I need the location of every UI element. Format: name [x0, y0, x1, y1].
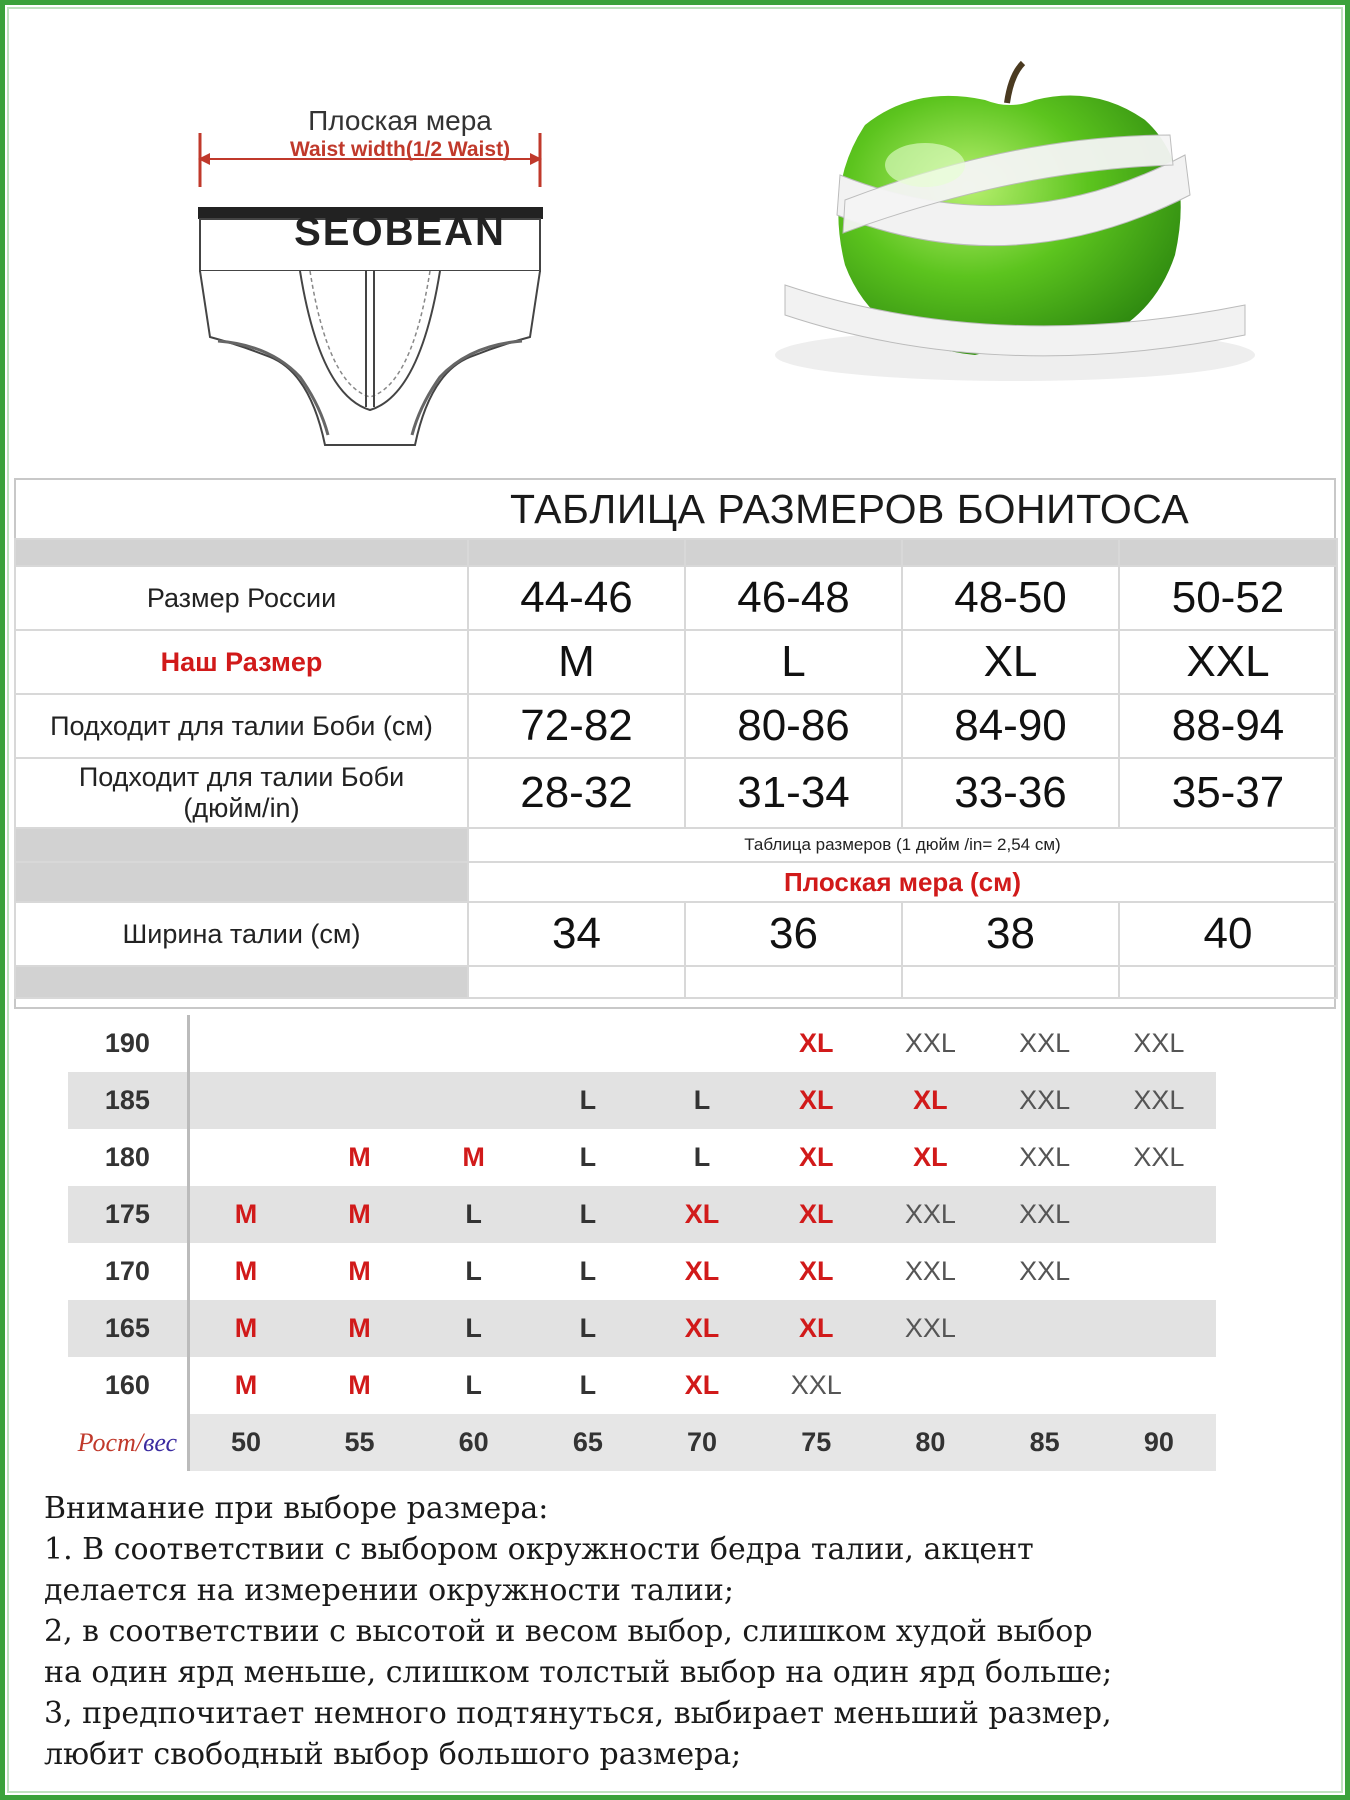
- waist-width-cell: 38: [902, 902, 1119, 966]
- size-cell: [188, 1015, 302, 1072]
- waist-width-cell: 34: [468, 902, 685, 966]
- weight-tick: 50: [188, 1414, 302, 1471]
- size-cell: XXL: [790, 1370, 842, 1400]
- russia-size-cell: 48-50: [902, 566, 1119, 630]
- height-weight-rows: [68, 1015, 1216, 1414]
- size-cell: [988, 1300, 1102, 1357]
- russia-size-cell: 50-52: [1119, 566, 1337, 630]
- height-label: 190: [68, 1015, 188, 1072]
- size-cell: M: [348, 1142, 371, 1172]
- size-cell: [417, 1015, 531, 1072]
- weight-tick: 55: [302, 1414, 416, 1471]
- weight-tick: 90: [1102, 1414, 1216, 1471]
- waist-in-label-line1: Подходит для талии Боби: [78, 762, 405, 792]
- height-row: [68, 1243, 1216, 1300]
- size-cell: XL: [798, 1028, 834, 1058]
- table-row: [15, 694, 1337, 758]
- table-row: [15, 902, 1337, 966]
- size-cell: XXL: [873, 1186, 987, 1243]
- height-weight-chart: [68, 1015, 1216, 1471]
- waist-cm-cell: 72-82: [468, 694, 685, 758]
- briefs-drawing: [160, 95, 640, 475]
- waist-in-cell: 28-32: [468, 758, 685, 828]
- size-cell: XXL: [1133, 1142, 1185, 1172]
- size-cell: [1102, 1357, 1216, 1414]
- height-label: 180: [68, 1129, 188, 1186]
- size-cell: XXL: [1102, 1072, 1216, 1129]
- size-cell: L: [531, 1300, 645, 1357]
- size-cell: XL: [759, 1186, 873, 1243]
- briefs-diagram: [160, 95, 640, 475]
- table-row: [15, 566, 1337, 630]
- height-row: [68, 1186, 1216, 1243]
- height-row: [68, 1357, 1216, 1414]
- waist-in-label: [15, 758, 468, 828]
- size-cell: [1102, 1300, 1216, 1357]
- size-cell: M: [302, 1186, 416, 1243]
- size-table: [14, 538, 1338, 999]
- height-row: [68, 1129, 1216, 1186]
- size-cell: L: [579, 1142, 597, 1172]
- size-cell: XXL: [904, 1256, 956, 1286]
- weight-tick: 70: [645, 1414, 759, 1471]
- size-cell: [188, 1072, 302, 1129]
- size-cell: XL: [873, 1072, 987, 1129]
- size-cell: XXL: [1019, 1142, 1071, 1172]
- waist-width-label: Ширина талии (см): [15, 902, 468, 966]
- size-cell: L: [645, 1072, 759, 1129]
- weight-tick: 80: [873, 1414, 987, 1471]
- size-cell: XXL: [1133, 1028, 1185, 1058]
- size-cell: M: [188, 1300, 302, 1357]
- waist-cm-label: Подходит для талии Боби (см): [15, 694, 468, 758]
- height-label: 185: [68, 1072, 188, 1129]
- size-cell: XL: [684, 1256, 720, 1286]
- table-row: [15, 539, 1337, 566]
- size-cell: L: [465, 1370, 482, 1400]
- table-row: [15, 630, 1337, 694]
- table-row: [15, 828, 1337, 862]
- size-table-title: ТАБЛИЦА РАЗМЕРОВ БОНИТОСА: [510, 486, 1190, 532]
- conversion-note: Таблица размеров (1 дюйм /in= 2,54 см): [468, 828, 1337, 862]
- weight-axis-row: [68, 1414, 1216, 1471]
- size-cell: [1102, 1186, 1216, 1243]
- size-cell: L: [465, 1256, 482, 1286]
- size-cell: XL: [759, 1072, 873, 1129]
- size-cell: M: [462, 1142, 485, 1172]
- size-cell: M: [348, 1256, 371, 1286]
- waist-in-cell: 35-37: [1119, 758, 1337, 828]
- russia-size-label: Размер России: [15, 566, 468, 630]
- size-cell: XL: [798, 1142, 834, 1172]
- size-cell: L: [417, 1186, 531, 1243]
- height-label: 165: [68, 1300, 188, 1357]
- size-cell: [302, 1072, 416, 1129]
- size-cell: XXL: [988, 1072, 1102, 1129]
- notes-line: Внимание при выборе размера:: [44, 1491, 549, 1526]
- weight-tick: 75: [759, 1414, 873, 1471]
- apple-drawing: [745, 55, 1285, 395]
- size-cell: L: [417, 1300, 531, 1357]
- size-cell: L: [531, 1186, 645, 1243]
- size-cell: [188, 1129, 302, 1186]
- height-label: 170: [68, 1243, 188, 1300]
- size-cell: L: [693, 1142, 711, 1172]
- height-label: 160: [68, 1357, 188, 1414]
- axis-label-height: Рост/: [77, 1427, 144, 1457]
- size-cell: L: [531, 1072, 645, 1129]
- size-cell: [873, 1357, 987, 1414]
- size-cell: XXL: [1019, 1028, 1071, 1058]
- our-size-cell: XXL: [1119, 630, 1337, 694]
- size-cell: XL: [645, 1186, 759, 1243]
- size-cell: XXL: [873, 1300, 987, 1357]
- table-row: [15, 862, 1337, 902]
- size-cell: [988, 1357, 1102, 1414]
- notes-line: любит свободный выбор большого размера;: [44, 1737, 742, 1772]
- table-row: [15, 758, 1337, 828]
- height-row: [68, 1072, 1216, 1129]
- russia-size-cell: 44-46: [468, 566, 685, 630]
- our-size-cell: M: [468, 630, 685, 694]
- notes-line: 1. В соответствии с выбором окружности бедра талии, акцент: [44, 1532, 1034, 1567]
- weight-tick: 65: [531, 1414, 645, 1471]
- brand-logo: SEOBEAN: [294, 210, 506, 254]
- size-cell: L: [579, 1256, 597, 1286]
- size-cell: XL: [645, 1300, 759, 1357]
- weight-tick: 60: [417, 1414, 531, 1471]
- axis-label-weight: вес: [143, 1427, 178, 1457]
- waist-in-cell: 33-36: [902, 758, 1119, 828]
- our-size-label: Наш Размер: [15, 630, 468, 694]
- height-row: [68, 1015, 1216, 1072]
- russia-size-cell: 46-48: [685, 566, 902, 630]
- size-cell: [417, 1072, 531, 1129]
- our-size-cell: L: [685, 630, 902, 694]
- size-cell: [302, 1015, 416, 1072]
- flat-measure-heading: Плоская мера (см): [468, 862, 1337, 902]
- size-cell: XL: [798, 1256, 834, 1286]
- size-cell: M: [302, 1300, 416, 1357]
- waist-in-cell: 31-34: [685, 758, 902, 828]
- waist-in-label-line2: (дюйм/in): [183, 793, 300, 823]
- waist-cm-cell: 88-94: [1119, 694, 1337, 758]
- table-row: [15, 966, 1337, 998]
- size-cell: M: [188, 1186, 302, 1243]
- size-selection-notes: [44, 1488, 1334, 1775]
- waist-width-cell: 40: [1119, 902, 1337, 966]
- size-cell: XL: [759, 1300, 873, 1357]
- size-cell: XL: [684, 1370, 720, 1400]
- size-cell: L: [579, 1370, 597, 1400]
- size-cell: M: [234, 1370, 258, 1400]
- waist-width-label: Waist width(1/2 Waist): [289, 138, 511, 161]
- waist-cm-cell: 84-90: [902, 694, 1119, 758]
- waist-width-cell: 36: [685, 902, 902, 966]
- notes-line: 3, предпочитает немного подтянуться, выбирает меньший размер,: [44, 1696, 1112, 1731]
- apple-measuring-tape-image: [745, 55, 1285, 395]
- height-row: [68, 1300, 1216, 1357]
- size-cell: [531, 1015, 645, 1072]
- size-cell: M: [234, 1256, 258, 1286]
- notes-line: на один ярд меньше, слишком толстый выбор на один ярд больше;: [44, 1655, 1113, 1690]
- height-label: 175: [68, 1186, 188, 1243]
- size-cell: [645, 1015, 759, 1072]
- size-cell: XXL: [988, 1186, 1102, 1243]
- size-cell: XL: [913, 1142, 948, 1172]
- waist-cm-cell: 80-86: [685, 694, 902, 758]
- height-weight-axis-label: [68, 1414, 188, 1471]
- size-cell: XXL: [1019, 1256, 1071, 1286]
- size-cell: M: [348, 1370, 371, 1400]
- our-size-cell: XL: [902, 630, 1119, 694]
- size-cell: [1102, 1243, 1216, 1300]
- weight-tick: 85: [988, 1414, 1102, 1471]
- size-cell: XXL: [904, 1028, 956, 1058]
- notes-line: 2, в соответствии с высотой и весом выбор, слишком худой выбор: [44, 1614, 1093, 1649]
- notes-line: делается на измерении окружности талии;: [44, 1573, 735, 1608]
- flat-measure-label: Плоская мера: [308, 105, 492, 136]
